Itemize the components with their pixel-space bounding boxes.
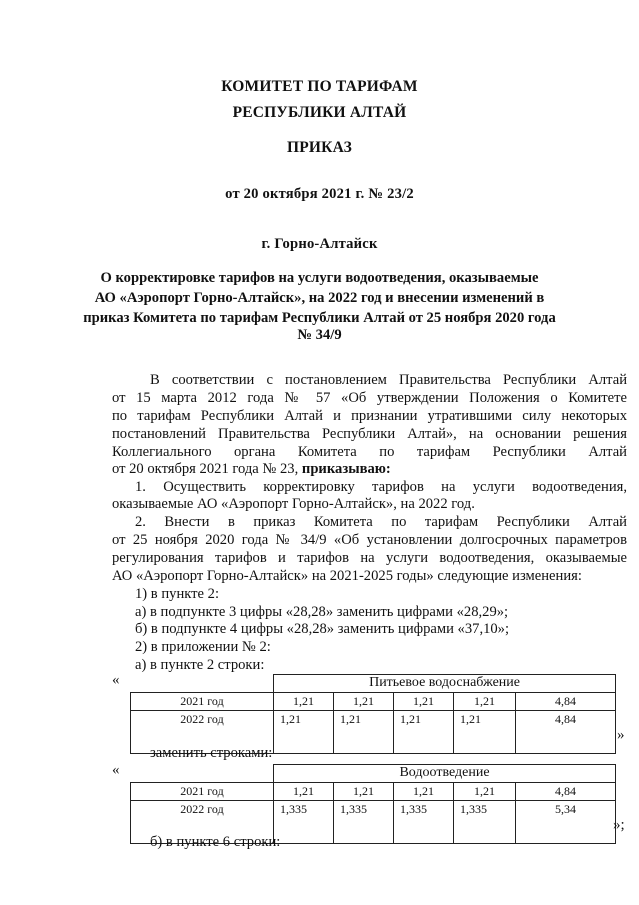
table-heading: Водоотведение — [274, 765, 616, 783]
title-line: № 34/9 — [297, 327, 342, 343]
value-cell: 1,21 — [394, 692, 454, 710]
close-quote: » — [617, 727, 625, 743]
subitem-2b: б) в пункте 6 строки: — [150, 834, 281, 850]
city: г. Горно-Алтайск — [261, 236, 378, 252]
preamble-date: от 20 октября 2021 года № 23, — [112, 461, 299, 477]
value-cell: 1,21 — [334, 692, 394, 710]
value-cell: 1,21 — [274, 710, 334, 753]
value-cell: 4,84 — [516, 692, 616, 710]
value-cell: 1,21 — [274, 782, 334, 800]
table-new — [130, 764, 616, 844]
value-cell: 1,21 — [454, 692, 516, 710]
value-cell: 1,335 — [454, 800, 516, 843]
open-quote: « — [112, 672, 120, 688]
item2-line: 2. Внести в приказ Комитета по тарифам Республики Алтай — [135, 514, 627, 530]
value-cell: 4,84 — [516, 782, 616, 800]
year-cell: 2021 год — [131, 692, 274, 710]
committee-name-line2: РЕСПУБЛИКИ АЛТАЙ — [232, 104, 407, 121]
order-word: приказываю: — [301, 461, 391, 477]
table-old — [130, 674, 616, 754]
value-cell: 1,21 — [454, 782, 516, 800]
preamble-line: В соответствии с постановлением Правительства Республики Алтай — [150, 372, 627, 388]
replace-with-rows: заменить строками: — [150, 745, 273, 761]
title-line: приказ Комитета по тарифам Республики Алтай от 25 ноября 2020 года — [83, 310, 556, 326]
close-quote-semicolon: »; — [613, 817, 625, 833]
subitem-1: 1) в пункте 2: — [135, 586, 220, 602]
value-cell: 1,21 — [454, 710, 516, 753]
subitem-2: 2) в приложении № 2: — [135, 639, 271, 655]
table-row — [131, 782, 616, 800]
value-cell: 4,84 — [516, 710, 616, 753]
value-cell: 1,21 — [394, 782, 454, 800]
item1-line: оказываемые АО «Аэропорт Горно-Алтайск», на 2022 год. — [112, 496, 475, 512]
subitem-2a: а) в пункте 2 строки: — [135, 657, 265, 673]
value-cell: 1,335 — [394, 800, 454, 843]
table-heading-row — [131, 765, 616, 783]
subitem-1a: а) в подпункте 3 цифры «28,28» заменить цифрами «28,29»; — [135, 604, 509, 620]
subitem-1b: б) в подпункте 4 цифры «28,28» заменить цифрами «37,10»; — [135, 621, 510, 637]
table-heading-row — [131, 675, 616, 693]
year-cell: 2022 год — [131, 710, 274, 753]
value-cell: 5,34 — [516, 800, 616, 843]
year-cell: 2022 год — [131, 800, 274, 843]
item2-line: АО «Аэропорт Горно-Алтайск» на 2021-2025 годы» следующие изменения: — [112, 568, 582, 584]
table-heading: Питьевое водоснабжение — [274, 675, 616, 693]
table-row — [131, 692, 616, 710]
year-cell: 2021 год — [131, 782, 274, 800]
document-date-number: от 20 октября 2021 г. № 23/2 — [225, 186, 414, 202]
item2-line: от 25 ноября 2020 года № 34/9 «Об установлении долгосрочных параметров — [112, 532, 627, 548]
preamble-line: постановлений Правительства Республики Алтай», на основании решения — [112, 426, 627, 442]
preamble-line: Коллегиального органа Комитета по тарифам Республики Алтай — [112, 444, 627, 460]
item2-line: регулирования тарифов и тарифов на услуги водоотведения, оказываемые — [112, 550, 627, 566]
preamble-line: от 15 марта 2012 года № 57 «Об утверждении Положения о Комитете — [112, 390, 627, 406]
value-cell: 1,335 — [274, 800, 334, 843]
value-cell: 1,335 — [334, 800, 394, 843]
value-cell: 1,21 — [334, 710, 394, 753]
committee-name-line1: КОМИТЕТ ПО ТАРИФАМ — [221, 78, 418, 95]
value-cell: 1,21 — [334, 782, 394, 800]
document-type: ПРИКАЗ — [286, 139, 352, 156]
title-line: О корректировке тарифов на услуги водоотведения, оказываемые — [100, 270, 539, 286]
title-line: АО «Аэропорт Горно-Алтайск», на 2022 год и внесении изменений в — [94, 290, 545, 306]
preamble-line: по тарифам Республики Алтай и признании утратившими силу некоторых — [112, 408, 627, 424]
preamble-last-line — [112, 461, 391, 478]
item1-line: 1. Осуществить корректировку тарифов на услуги водоотведения, — [135, 479, 627, 495]
value-cell: 1,21 — [394, 710, 454, 753]
open-quote: « — [112, 762, 120, 778]
value-cell: 1,21 — [274, 692, 334, 710]
